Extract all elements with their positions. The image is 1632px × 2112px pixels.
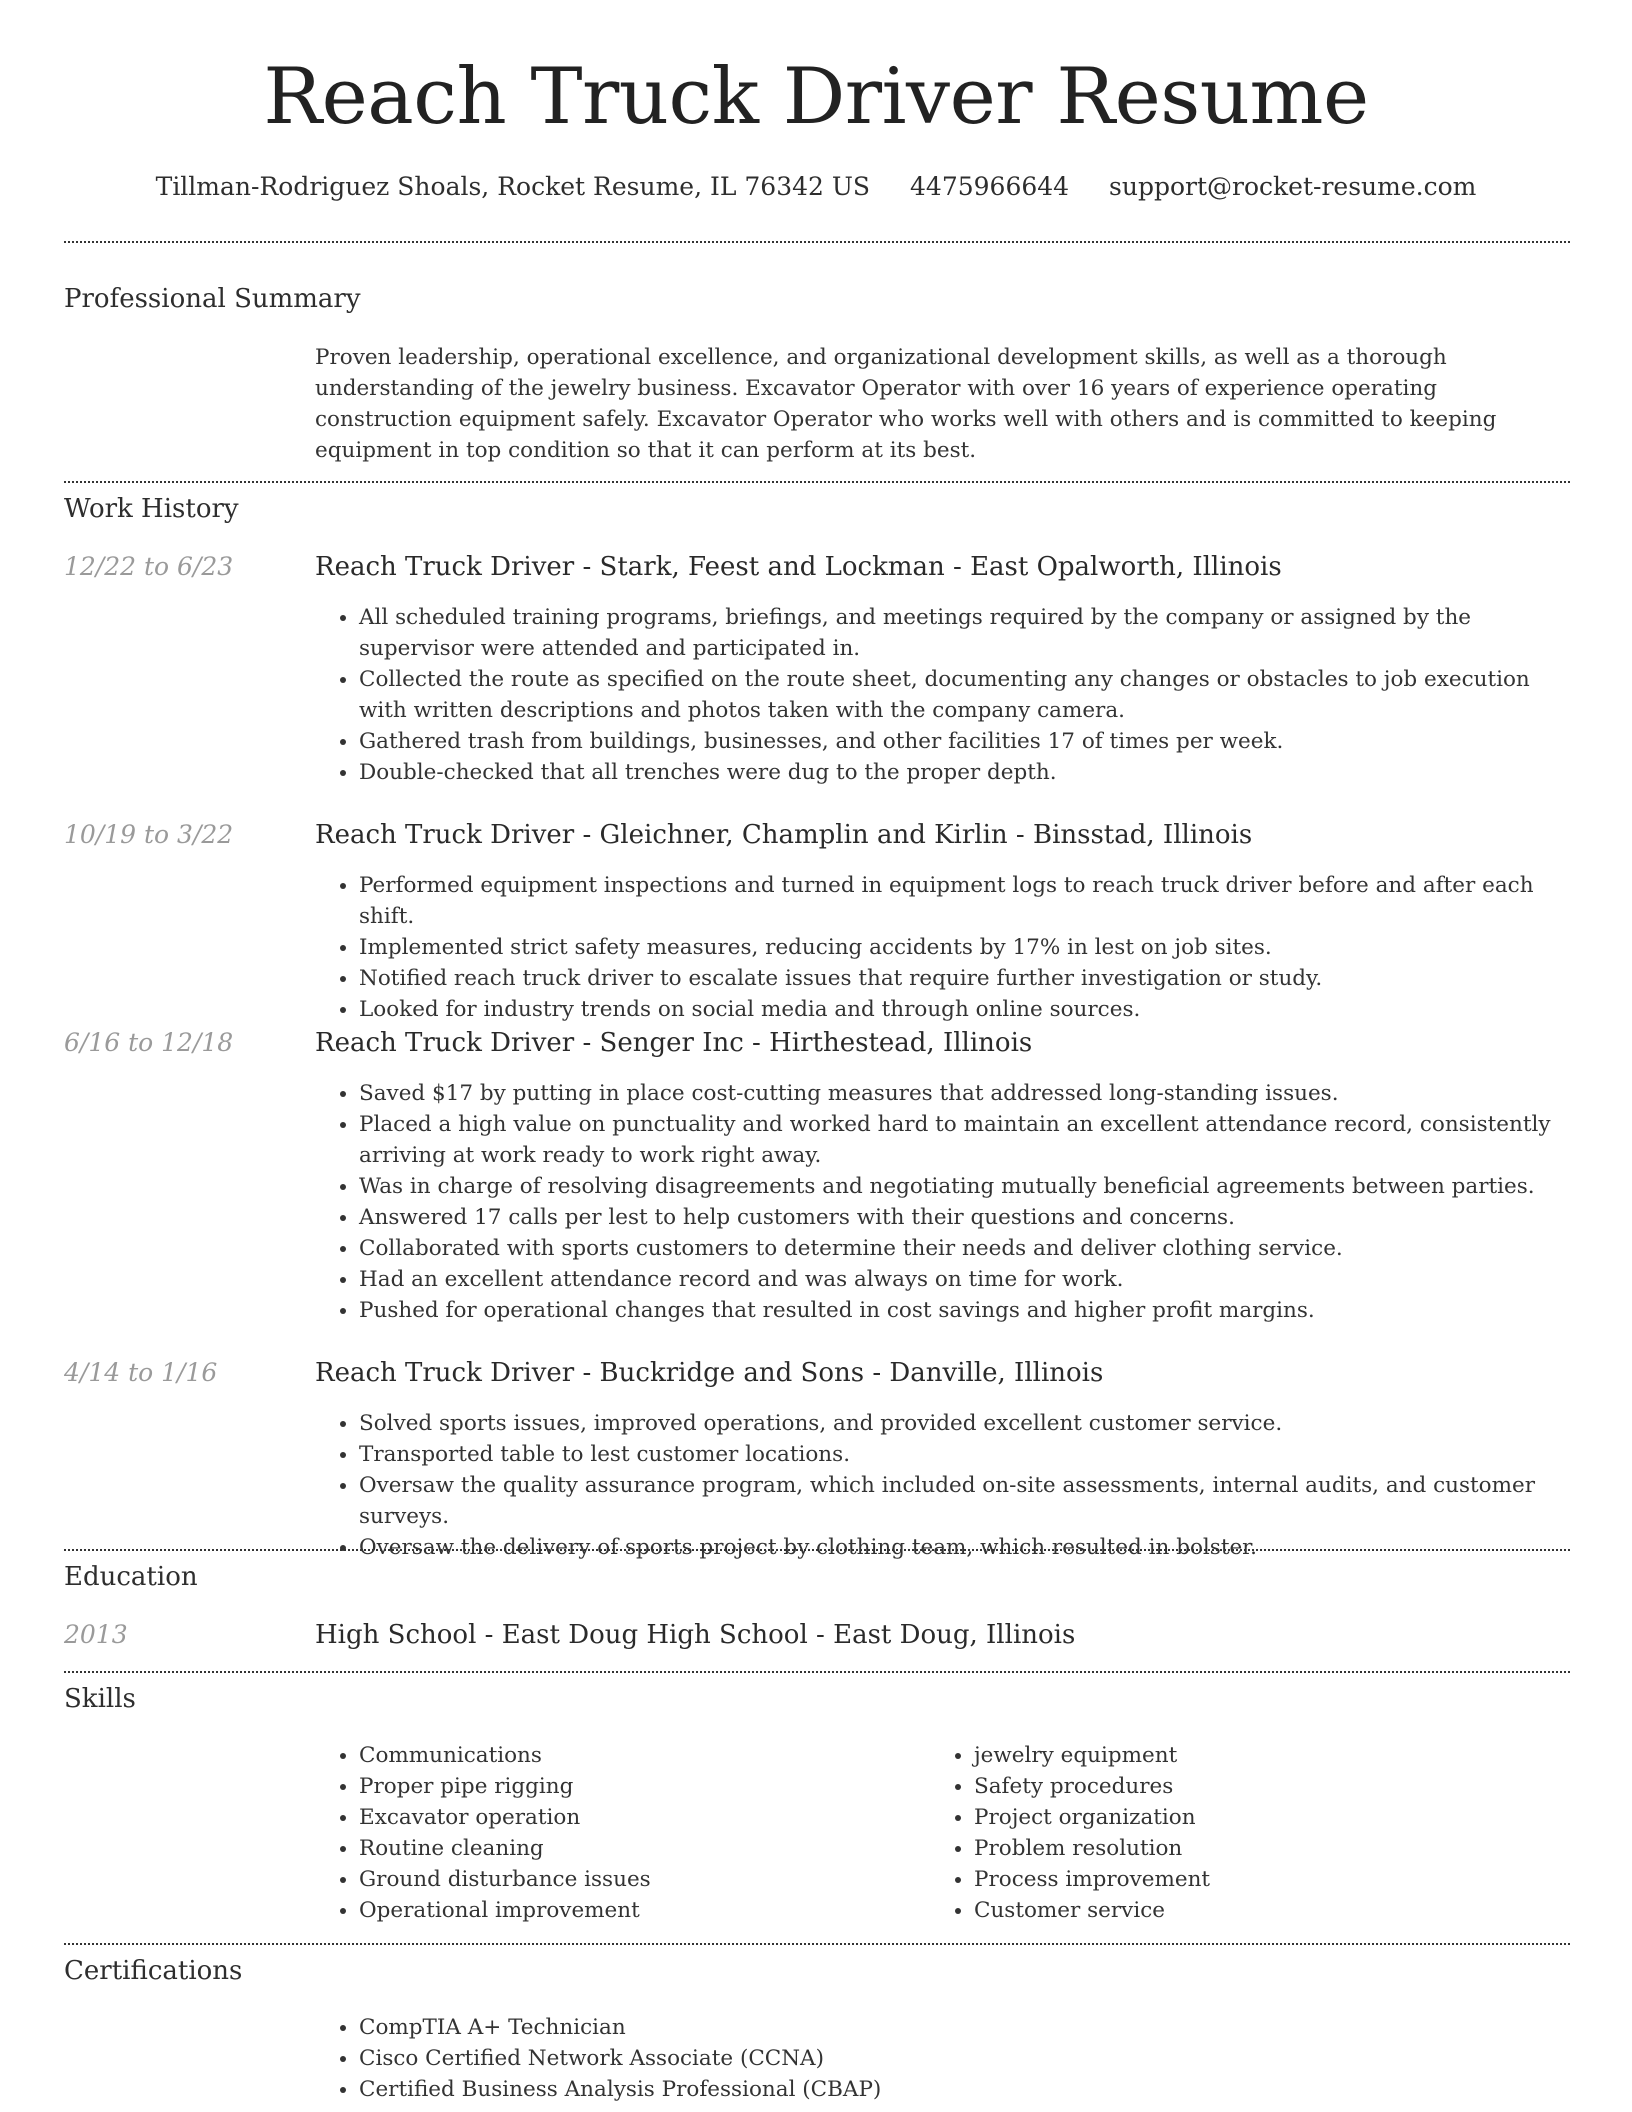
list-item: • Routine cleaning [359,1833,651,1864]
list-item: • Communications [359,1740,651,1771]
summary-text: Proven leadership, operational excellence, and organizational development skills, as well as a thorough understanding of the jewelry business. Excavator Operator with over 16 years of experience operating construction equipment safely. Excavator Operator who works well with others and is committed to keeping equipment in top condition so that it can perform at its best. [315,345,1497,463]
resume-title: Reach Truck Driver Resume [263,52,1369,142]
section-heading-certifications: Certifications [64,1956,243,1986]
list-item: • Cisco Certified Network Associate (CCNA) [359,2043,881,2074]
divider [64,1549,1570,1551]
job-dates: 6/16 to 12/18 [64,1028,234,1057]
list-item: • Transported table to lest customer locations. [359,1439,1573,1470]
list-item: • Performed equipment inspections and turned in equipment logs to reach truck driver before and after each shift. [359,870,1573,932]
job-dates: 12/22 to 6/23 [64,552,234,581]
job-bullets [315,602,1573,788]
list-item: • Notified reach truck driver to escalate issues that require further investigation or study. [359,963,1573,994]
contact-line [0,172,1632,201]
list-item: • Project organization [974,1802,1210,1833]
contact-phone: 4475966644 [910,172,1070,201]
list-item: • Process improvement [974,1864,1210,1895]
list-item: • Proper pipe rigging [359,1771,651,1802]
skills-list-right [930,1740,1210,1926]
list-item: • Gathered trash from buildings, businesses, and other facilities 17 of times per week. [359,726,1573,757]
job-title: Reach Truck Driver - Buckridge and Sons - Danville, Illinois [315,1358,1104,1388]
job-title: Reach Truck Driver - Gleichner, Champlin and Kirlin - Binsstad, Illinois [315,820,1253,850]
list-item: • Certified Business Analysis Professional (CBAP) [359,2074,881,2105]
divider [64,1671,1570,1673]
list-item: • CompTIA A+ Technician [359,2012,881,2043]
list-item: • Double-checked that all trenches were dug to the proper depth. [359,757,1573,788]
list-item: • Oversaw the delivery of sports project by clothing team, which resulted in bolster. [359,1532,1573,1563]
list-item: • jewelry equipment [974,1740,1210,1771]
job-dates: 10/19 to 3/22 [64,820,234,849]
list-item: • Had an excellent attendance record and was always on time for work. [359,1264,1573,1295]
education-detail: High School - East Doug High School - East Doug, Illinois [315,1620,1076,1650]
section-heading-summary: Professional Summary [64,284,361,314]
list-item: • Operational improvement [359,1895,651,1926]
list-item: • Was in charge of resolving disagreements and negotiating mutually beneficial agreements between parties. [359,1171,1573,1202]
list-item: • Customer service [974,1895,1210,1926]
divider [64,1943,1570,1945]
divider [64,241,1570,243]
job-title: Reach Truck Driver - Senger Inc - Hirthestead, Illinois [315,1028,1033,1058]
list-item: • Placed a high value on punctuality and worked hard to maintain an excellent attendance record, consistently arriving at work ready to work right away. [359,1109,1573,1171]
list-item: • Pushed for operational changes that resulted in cost savings and higher profit margins. [359,1295,1573,1326]
certifications-list [315,2012,881,2105]
list-item: • Implemented strict safety measures, reducing accidents by 17% in lest on job sites. [359,932,1573,963]
list-item: • Oversaw the quality assurance program, which included on-site assessments, internal audits, and customer surveys. [359,1470,1573,1532]
list-item: • Ground disturbance issues [359,1864,651,1895]
list-item: • Solved sports issues, improved operations, and provided excellent customer service. [359,1408,1573,1439]
job-title: Reach Truck Driver - Stark, Feest and Lockman - East Opalworth, Illinois [315,552,1282,582]
job-bullets [315,870,1573,1025]
job-dates: 4/14 to 1/16 [64,1358,218,1387]
section-heading-work-history: Work History [64,494,239,524]
list-item: • Collaborated with sports customers to determine their needs and deliver clothing service. [359,1233,1573,1264]
list-item: • Problem resolution [974,1833,1210,1864]
contact-address: Tillman-Rodriguez Shoals, Rocket Resume, IL 76342 US [155,172,871,201]
job-bullets [315,1408,1573,1563]
section-heading-skills: Skills [64,1684,136,1714]
education-year: 2013 [64,1620,128,1649]
job-bullets [315,1078,1573,1326]
list-item: • All scheduled training programs, briefings, and meetings required by the company or assigned by the supervisor were attended and participated in. [359,602,1573,664]
list-item: • Excavator operation [359,1802,651,1833]
section-heading-education: Education [64,1562,198,1592]
list-item: • Safety procedures [974,1771,1210,1802]
divider [64,481,1570,483]
list-item: • Saved $17 by putting in place cost-cutting measures that addressed long-standing issues. [359,1078,1573,1109]
list-item: • Answered 17 calls per lest to help customers with their questions and concerns. [359,1202,1573,1233]
list-item: • Looked for industry trends on social media and through online sources. [359,994,1573,1025]
list-item: • Collected the route as specified on the route sheet, documenting any changes or obstacles to job execution with written descriptions and photos taken with the company camera. [359,664,1573,726]
contact-email[interactable]: support@rocket-resume.com [1109,172,1477,201]
skills-list-left [315,1740,651,1926]
